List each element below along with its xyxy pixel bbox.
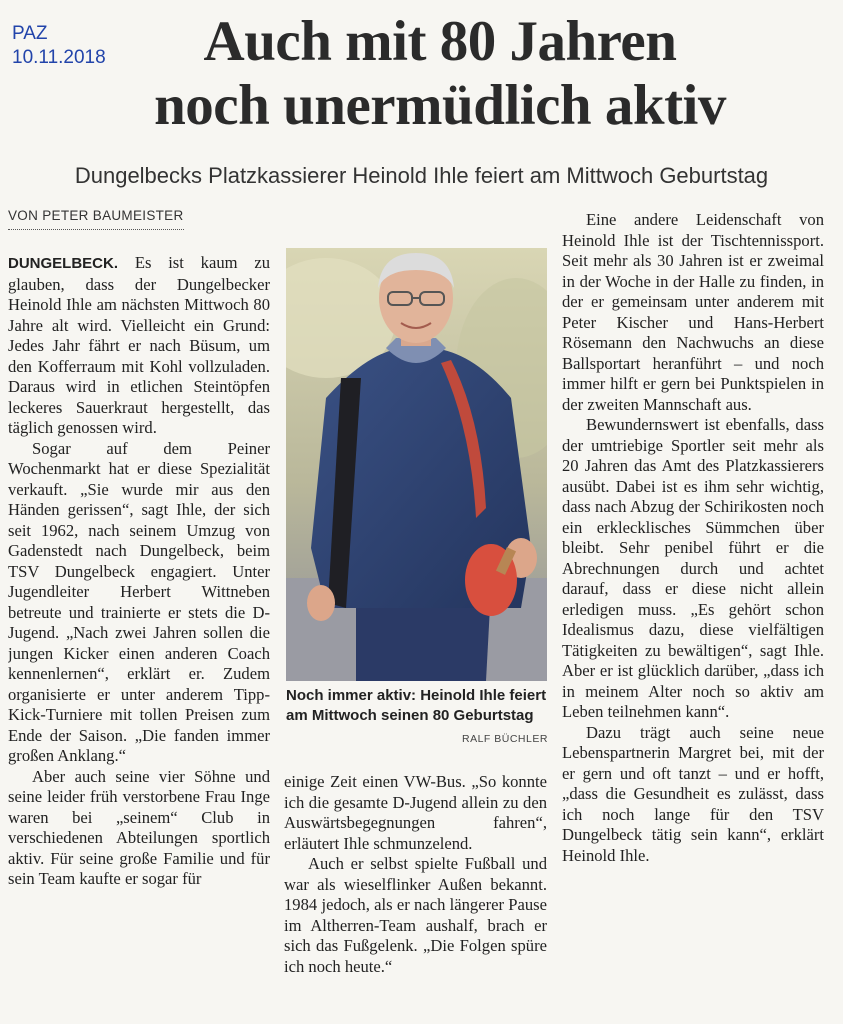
photo-caption: Noch immer aktiv: Heinold Ihle feiert am Mittwoch seinen 80 Geburtstag <box>286 687 547 724</box>
byline: VON PETER BAUMEISTER <box>8 208 184 230</box>
photo-credit: RALF BÜCHLER <box>462 733 548 745</box>
dateline: DUNGELBECK. <box>8 255 119 272</box>
article-paragraph: einige Zeit einen VW-Bus. „So konnte ich die gesamte D-Jugend allein zu den Auswärtsbegegnungen fahren“, erläutert Ihle schmunzelend. <box>284 772 547 853</box>
article-paragraph: Aber auch seine vier Söhne und seine leider früh verstorbene Frau Inge waren bei „seinem“ Club in verschiedenen Abteilungen sportlich aktiv. Für seine große Familie und für sein Team kaufte er sogar für <box>8 766 270 888</box>
article-photo <box>286 248 547 681</box>
article-column-3 <box>562 210 824 1020</box>
article-paragraph: Auch er selbst spielte Fußball und war als wieselflinker Außen bekannt. 1984 jedoch, als er nach längerer Pause im Altherren-Team aushalf, brach er sich das Fußgelenk. „Die Folgen spüre ich noch heute.“ <box>284 854 547 976</box>
article-column-1 <box>8 253 270 1023</box>
paragraph-text: Es ist kaum zu glauben, dass der Dungelbecker Heinold Ihle am nächsten Mittwoch 80 Jahre alt wird. Vielleicht ein Grund: Jedes Jahr fährt er nach Büsum, um den Kofferraum mit Kohl vollzuladen. Daraus wird in etlichen Steintöpfen leckeres Sauerkraut hergestellt, das täglich genossen wird. <box>8 253 270 437</box>
headline-line-1: Auch mit 80 Jahren <box>203 10 677 73</box>
article-paragraph: Dazu trägt auch seine neue Lebenspartnerin Margret bei, mit der er gern und oft tanzt – und er hofft, „dass die Gesundheit es zulässt, dass ich noch lange für den TSV Dungelbeck tätig sein kann“, erklärt Heinold Ihle. <box>562 722 824 865</box>
article-paragraph: Sogar auf dem Peiner Wochenmarkt hat er diese Spezialität verkauft. „Sie wurde mir aus den Händen gerissen“, sagt Ihle, der sich seit 1962, nach seinem Umzug von Gadenstedt nach Dungelbeck, beim TSV Dungelbeck engagiert. Unter Jugendleiter Herbert Wittneben betreute und trainierte er stets die D-Jugend. „Nach zwei Jahren sollen die jungen Kicker einen anderen Coach kennenlernen“, erklärt er. Zudem organisierte er unter anderem Tipp-Kick-Turniere mit tollen Preisen zum Ende der Saison. „Die fanden immer großen Anklang.“ <box>8 438 270 765</box>
source-paper: PAZ <box>12 23 48 44</box>
subheadline: Dungelbecks Platzkassierer Heinold Ihle feiert am Mittwoch Geburtstag <box>74 163 769 188</box>
article-paragraph: Eine andere Leidenschaft von Heinold Ihle ist der Tischtennissport. Seit mehr als 30 Jahren ist er zweimal in der Woche in der Halle zu finden, in der er gemeinsam unter anderem mit Peter Kischer und Hans-Herbert Rösemann den Nachwuchs an diese Ballsportart heranführt – und noch immer hilft er gern bei Punktspielen in der zweiten Mannschaft aus. <box>562 210 824 414</box>
headline-line-2: noch unermüdlich aktiv <box>154 74 726 137</box>
headline <box>60 10 820 138</box>
source-date: 10.11.2018 <box>12 47 106 68</box>
article-paragraph <box>8 253 270 439</box>
photo-illustration <box>286 248 547 681</box>
article-paragraph: Bewundernswert ist ebenfalls, dass der umtriebige Sportler seit mehr als 20 Jahren das Amt des Platzkassierers ausübt. Dabei ist es ihm sehr wichtig, dass nach Abzug der Schirikosten noch ein erklecklisches Sümmchen über bleibt. Sehr penibel führt er die Abrechnungen durch und achtet darauf, dass er diese nicht allein erledigen muss. „Es gehört schon Idealismus dazu, diese vielfältigen Tätigkeiten zu bewältigen“, sagt Ihle. Aber er ist glücklich darüber, „dass ich in meinem Alter noch so aktiv am Leben teilnehmen kann“. <box>562 415 824 721</box>
article-column-2 <box>284 772 547 1022</box>
